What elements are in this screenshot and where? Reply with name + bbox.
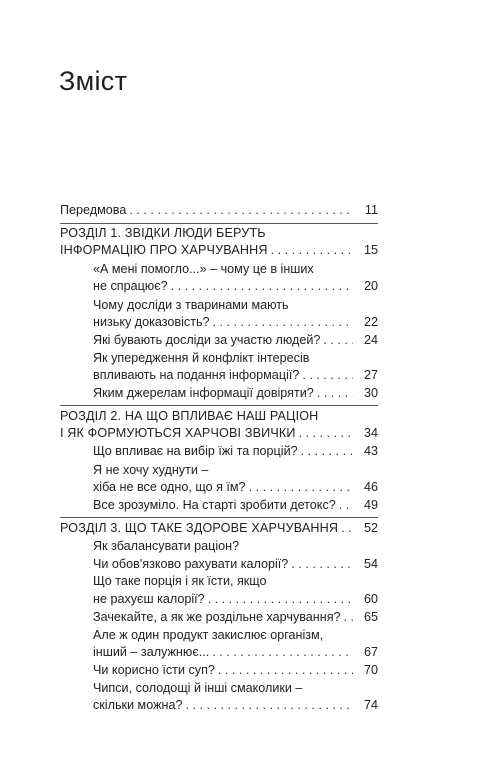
toc-page-number: 67	[363, 645, 378, 659]
dot-leader	[344, 608, 353, 626]
toc-entry-text: скільки можна?	[93, 698, 183, 712]
toc-entry-text: Як упередження й конфлікт інтересів	[93, 351, 310, 365]
dot-leader	[299, 424, 353, 442]
toc-entry	[93, 349, 378, 367]
divider	[60, 517, 378, 518]
toc-page-number: 22	[363, 315, 378, 329]
toc-page-number: 70	[363, 663, 378, 677]
dot-leader	[213, 313, 353, 331]
dot-leader	[218, 661, 353, 679]
dot-leader	[341, 519, 353, 537]
toc-entry	[93, 572, 378, 590]
toc-entry	[93, 537, 378, 555]
toc-entry-text: Яким джерелам інформації довіряти?	[93, 386, 314, 400]
toc-entry	[93, 608, 378, 626]
dot-leader	[249, 478, 353, 496]
divider	[60, 405, 378, 406]
toc-entry-text: не рахуєш калорії?	[93, 592, 205, 606]
toc-entry-text: хіба не все одно, що я їм?	[93, 480, 246, 494]
page-title: Зміст	[59, 66, 128, 96]
toc-chapter-1-line2	[60, 241, 378, 259]
chapter-heading-text: ІНФОРМАЦІЮ ПРО ХАРЧУВАННЯ	[60, 243, 268, 257]
dot-leader	[302, 366, 353, 384]
dot-leader	[271, 241, 353, 259]
toc-page-number: 34	[363, 426, 378, 440]
toc-page-number: 52	[363, 521, 378, 535]
toc-entry-intro	[60, 201, 378, 219]
toc-chapter-1-line1	[60, 224, 378, 242]
toc-entry-text: Як збалансувати раціон?	[93, 539, 240, 553]
toc-entry	[93, 366, 378, 384]
toc-page-number: 30	[363, 386, 378, 400]
toc-entry	[93, 296, 378, 314]
toc-entry-text: інший – залужнює...	[93, 645, 210, 659]
toc-entry-text: Які бувають досліди за участю людей?	[93, 333, 321, 347]
toc-entry	[93, 679, 378, 697]
toc-entry	[93, 555, 378, 573]
toc-chapter-3	[60, 519, 378, 537]
toc-entry	[93, 478, 378, 496]
dot-leader	[208, 590, 353, 608]
toc-entry-text: Зачекайте, а як же роздільне харчування?	[93, 610, 341, 624]
toc-entry	[93, 442, 378, 460]
dot-leader	[129, 201, 353, 219]
toc-entry	[93, 496, 378, 514]
dot-leader	[317, 384, 353, 402]
toc-entry-text: Чи обов'язково рахувати калорії?	[93, 557, 289, 571]
chapter-heading-text: І ЯК ФОРМУЮТЬСЯ ХАРЧОВІ ЗВИЧКИ	[60, 426, 296, 440]
toc-page-number: 46	[363, 480, 378, 494]
toc-entry-text: низьку доказовість?	[93, 315, 210, 329]
dot-leader	[323, 331, 353, 349]
toc-entry-text: впливають на подання інформації?	[93, 368, 300, 382]
toc-page-number: 54	[363, 557, 378, 571]
toc-entry	[93, 696, 378, 714]
toc-entry	[93, 384, 378, 402]
toc-page-number: 24	[363, 333, 378, 347]
toc-page-number: 27	[363, 368, 378, 382]
toc-entry-text: Але ж один продукт закислює організм,	[93, 628, 324, 642]
chapter-heading-text: РОЗДІЛ 2. НА ЩО ВПЛИВАЄ НАШ РАЦІОН	[60, 409, 319, 423]
toc-page-number: 11	[364, 203, 378, 217]
toc-page-number: 49	[363, 498, 378, 512]
toc-entry	[93, 590, 378, 608]
toc-entry	[93, 277, 378, 295]
toc-entry-text: не спрацює?	[93, 279, 168, 293]
toc-page-number: 43	[363, 444, 378, 458]
toc-entry	[93, 661, 378, 679]
toc-entry-text: Що впливає на вибір їжі та порцій?	[93, 444, 298, 458]
chapter-heading-text: РОЗДІЛ 3. ЩО ТАКЕ ЗДОРОВЕ ХАРЧУВАННЯ	[60, 521, 339, 535]
toc-entry	[93, 331, 378, 349]
toc-entry-text: Чипси, солодощі й інші смаколики –	[93, 681, 303, 695]
toc-page-number: 65	[363, 610, 378, 624]
toc-page-number: 20	[363, 279, 378, 293]
dot-leader	[171, 277, 353, 295]
toc-entry-text: Чи корисно їсти суп?	[93, 663, 215, 677]
toc-entry	[93, 313, 378, 331]
dot-leader	[301, 442, 353, 460]
chapter-heading-text: РОЗДІЛ 1. ЗВІДКИ ЛЮДИ БЕРУТЬ	[60, 226, 266, 240]
dot-leader	[185, 696, 353, 714]
toc-page-number: 74	[363, 698, 378, 712]
toc-entry	[93, 260, 378, 278]
toc-page-number: 15	[363, 243, 378, 257]
toc-entry-text: Чому досліди з тваринами мають	[93, 298, 289, 312]
toc-chapter-2-line2	[60, 424, 378, 442]
toc-entry	[93, 626, 378, 644]
dot-leader	[291, 555, 353, 573]
toc-entry-text: Все зрозуміло. На старті зробити детокс?	[93, 498, 336, 512]
dot-leader	[339, 496, 353, 514]
toc-entry-text: Я не хочу худнути –	[93, 463, 209, 477]
toc-entry-text: Передмова	[60, 203, 127, 217]
dot-leader	[212, 643, 353, 661]
toc-entry	[93, 461, 378, 479]
toc-entry-text: «А мені помогло...» – чому це в інших	[93, 262, 314, 276]
toc-chapter-2-line1	[60, 407, 378, 425]
toc-entry-text: Що таке порція і як їсти, якщо	[93, 574, 267, 588]
toc-page-number: 60	[363, 592, 378, 606]
toc-entry	[93, 643, 378, 661]
